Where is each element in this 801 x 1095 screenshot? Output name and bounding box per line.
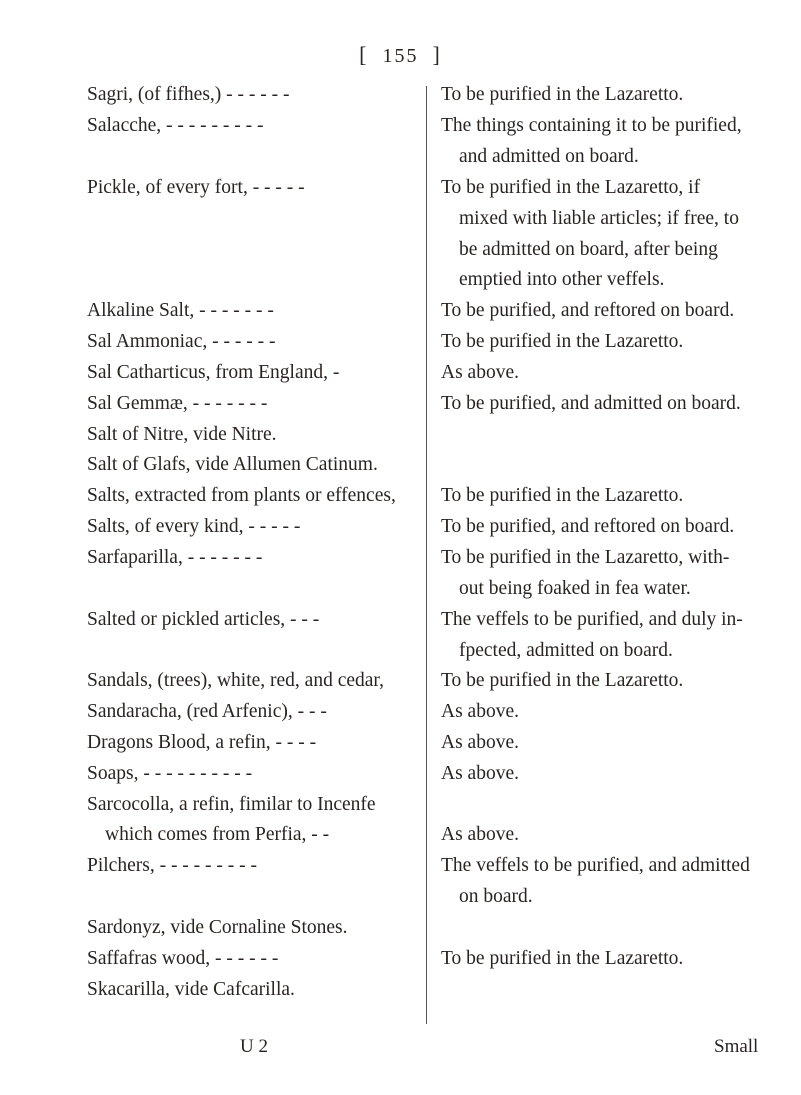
instruction-line: To be purified in the Lazaretto, if <box>441 177 701 198</box>
article-entry: Sandaracha, (red Arfenic), - - - <box>87 701 327 722</box>
instruction-line: The veffels to be purified, and admitted <box>441 855 750 876</box>
article-entry: Salt of Nitre, vide Nitre. <box>87 424 277 445</box>
article-entry: Sal Ammoniac, - - - - - - <box>87 331 276 352</box>
instruction-line: emptied into other veffels. <box>459 269 665 290</box>
instruction-line: To be purified in the Lazaretto. <box>441 331 684 352</box>
bracket-close: ] <box>432 42 442 67</box>
article-entry: Salted or pickled articles, - - - <box>87 609 320 630</box>
catchword: Small <box>714 1036 759 1057</box>
column-divider <box>426 86 427 1024</box>
article-entry: Pickle, of every fort, - - - - - <box>87 177 305 198</box>
article-entry: Skacarilla, vide Cafcarilla. <box>87 979 295 1000</box>
article-entry: Salts, of every kind, - - - - - <box>87 516 301 537</box>
article-entry: Sarfaparilla, - - - - - - - <box>87 547 263 568</box>
article-entry: Sandals, (trees), white, red, and cedar, <box>87 670 385 691</box>
instruction-line: The things containing it to be purified, <box>441 115 742 136</box>
instruction-line: To be purified, and reftored on board. <box>441 300 735 321</box>
article-entry: Salacche, - - - - - - - - - <box>87 115 264 136</box>
article-entry-continued: which comes from Perfia, - - <box>105 824 330 845</box>
article-entry: Sal Gemmæ, - - - - - - - <box>87 393 268 414</box>
instruction-line: mixed with liable articles; if free, to <box>459 208 739 229</box>
instruction-line: be admitted on board, after being <box>459 239 718 260</box>
instruction-line: To be purified in the Lazaretto. <box>441 485 684 506</box>
instruction-line: out being foaked in fea water. <box>459 578 691 599</box>
article-entry: Salt of Glafs, vide Allumen Catinum. <box>87 454 378 475</box>
article-entry: Salts, extracted from plants or effences, <box>87 485 396 506</box>
instruction-line: As above. <box>441 732 519 753</box>
signature-mark: U 2 <box>240 1036 268 1057</box>
instruction-line: fpected, admitted on board. <box>459 640 673 661</box>
page-header <box>0 42 801 68</box>
instruction-line: To be purified in the Lazaretto. <box>441 948 684 969</box>
article-entry: Saffafras wood, - - - - - - <box>87 948 279 969</box>
instruction-line: As above. <box>441 763 519 784</box>
article-entry: Sal Catharticus, from England, - <box>87 362 340 383</box>
instruction-line: As above. <box>441 824 519 845</box>
article-entry: Dragons Blood, a refin, - - - - <box>87 732 317 753</box>
instruction-line: To be purified, and admitted on board. <box>441 393 741 414</box>
page-number: 155 <box>382 45 419 67</box>
article-entry: Soaps, - - - - - - - - - - <box>87 763 253 784</box>
instruction-line: As above. <box>441 362 519 383</box>
article-entry: Sardonyz, vide Cornaline Stones. <box>87 917 348 938</box>
article-entry: Sarcocolla, a refin, fimilar to Incenfe <box>87 794 376 815</box>
instruction-line: and admitted on board. <box>459 146 639 167</box>
article-entry: Alkaline Salt, - - - - - - - <box>87 300 274 321</box>
instruction-line: To be purified in the Lazaretto. <box>441 84 684 105</box>
instruction-line: The veffels to be purified, and duly in- <box>441 609 743 630</box>
article-entry: Pilchers, - - - - - - - - - <box>87 855 258 876</box>
bracket-open: [ <box>359 42 369 67</box>
instruction-line: To be purified, and reftored on board. <box>441 516 735 537</box>
instruction-line: To be purified in the Lazaretto, with- <box>441 547 730 568</box>
instruction-line: As above. <box>441 701 519 722</box>
instruction-line: on board. <box>459 886 533 907</box>
article-entry: Sagri, (of fifhes,) - - - - - - <box>87 84 290 105</box>
instruction-line: To be purified in the Lazaretto. <box>441 670 684 691</box>
